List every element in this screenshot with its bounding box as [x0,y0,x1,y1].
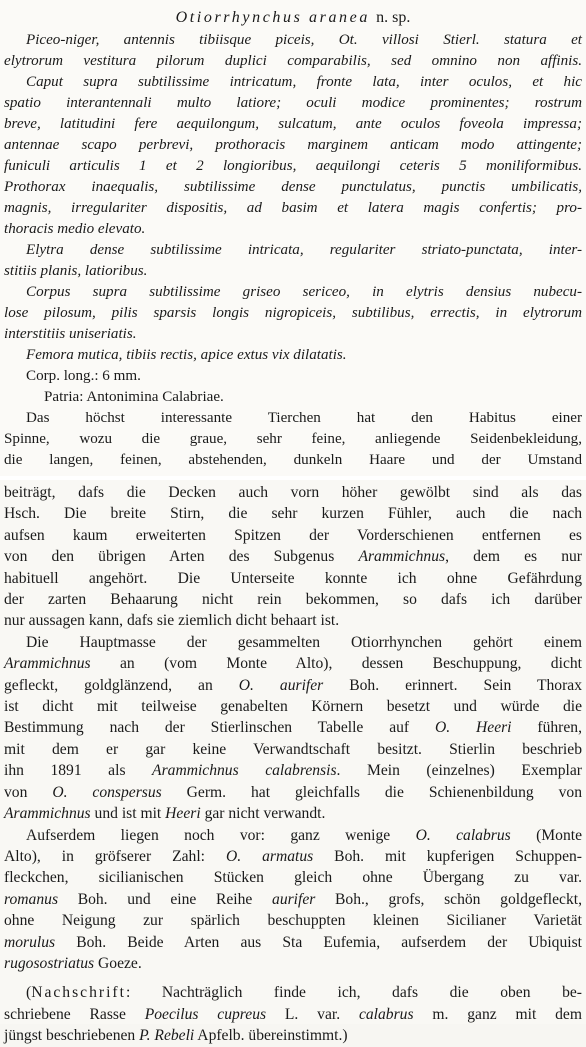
text-line: gefleckt, goldglänzend, an O. aurifer Boh. erinnert. Sein Thorax [4,676,582,694]
text-line: Patria: Antonimina Calabriae. [44,389,224,405]
text-line: ihn 1891 als Arammichnus calabrensis. Mein (einzelnes) Exemplar [4,762,582,780]
text-line: die langen, feinen, abstehenden, dunkeln Haare und der Umstand [4,452,582,468]
text-line: elytrorum vestitura pilorum duplici comparabilis, sed omnino non affinis. [4,53,582,69]
latin-description [4,30,582,471]
text-line: ist dicht mit teilweise genabelten Körnern besetzt und würde die [4,698,582,716]
species-heading [4,6,582,30]
text-line: Corp. long.: 6 mm. [26,368,141,384]
text-line: fleckchen, sicilianischen Stücken gleich ohne Übergang zu var. [4,869,582,887]
text-line: antennae scapo perbrevi, prothoracis marginem anticam modo attingente; [4,137,582,153]
text-line: thoracis medio elevato. [4,221,146,237]
text-line: jüngst beschriebenen P. Rebeli Apfelb. übereinstimmt.) [4,1027,348,1045]
text-line: von den übrigen Arten des Subgenus Arammichnus, dem es nur [4,548,583,566]
text-line: Prothorax inaequalis, subtilissime dense punctulatus, punctis umbilicatis, [4,179,582,195]
text-line: spatio interantennali multo latiore; oculi modice prominentes; rostrum [4,95,582,111]
text-line: lose pilosum, pilis sparsis longis nigropiceis, subtilibus, errectis, in elytrorum [4,305,582,321]
text-line: Hsch. Die breite Stirn, die sehr kurzen Fühler, auch die nach [4,505,582,523]
german-commentary [4,482,582,1047]
text-line: stitiis planis, latioribus. [4,263,148,279]
text-line: Aufserdem liegen noch vor: ganz wenige O. calabrus (Monte [26,826,582,844]
text-line: der zarten Behaarung nicht rein bekommen, so dafs ich darüber [4,591,582,609]
text-line: Alto), in gröfserer Zahl: O. armatus Boh. mit kupferigen Schuppen- [4,847,582,865]
text-line: rugosostriatus Goeze. [4,954,142,972]
text-line: Spinne, wozu die graue, sehr feine, anliegende Seidenbekleidung, [4,431,582,447]
species-name: Otiorrhynchus aranea [175,9,370,26]
text-line: Piceo-niger, antennis tibiisque piceis, Ot. villosi Stierl. statura et [26,32,582,48]
text-line: Bestimmung nach der Stierlinschen Tabelle auf O. Heeri führen, [4,719,582,737]
text-line: von O. conspersus Germ. hat gleichfalls die Schienenbildung von [4,783,582,801]
text-line: Elytra dense subtilissime intricata, regulariter striato-punctata, inter- [26,242,582,258]
text-line: interstitiis uniseriatis. [4,326,137,342]
text-line: nur aussagen kann, dafs sie ziemlich dicht behaart ist. [4,612,340,630]
text-line: Femora mutica, tibiis rectis, apice extus vix dilatatis. [26,347,347,363]
text-line: romanus Boh. und eine Reihe aurifer Boh., grofs, schön goldgefleckt, [4,890,582,908]
text-line: Caput supra subtilissime intricatum, fronte lata, inter oculos, et hic [26,74,582,90]
text-line: schriebene Rasse Poecilus cupreus L. var. calabrus m. ganz mit dem [4,1005,582,1023]
upper-page-fragment [0,0,586,476]
text-line: (Nachschrift: Nachträglich finde ich, dafs die oben be- [26,984,582,1002]
text-line: Arammichnus und ist mit Heeri gar nicht verwandt. [4,805,326,823]
text-line: mit dem er gar keine Verwandtschaft besitzt. Stierlin beschrieb [4,740,582,758]
text-line: morulus Boh. Beide Arten aus Sta Eufemia, aufserdem der Ubiquist [4,933,582,951]
text-line: Die Hauptmasse der gesammelten Otiorrhynchen gehört einem [26,633,582,651]
text-line: breve, latitudini fere aequilongum, sulcatum, ante oculos foveola impressa; [4,116,582,132]
text-line: ohne Neigung zur spärlich beschuppten kleinen Sicilianer Varietät [4,912,582,930]
text-line: Corpus supra subtilissime griseo sericeo, in elytris densius nubecu- [26,284,582,300]
text-line: beiträgt, dafs die Decken auch vorn höher gewölbt sind als das [4,484,582,501]
new-species-mark: n. sp. [376,9,411,26]
text-line: aufsen kaum erweiterten Spitzen der Vorderschienen entfernen es [4,526,582,544]
text-line: habituell angehört. Die Unterseite konnte ich ohne Gefährdung [4,569,582,587]
text-line: Arammichnus an (vom Monte Alto), dessen Beschuppung, dicht [4,655,582,673]
text-line: Das höchst interessante Tierchen hat den Habitus einer [26,410,582,426]
text-line: magnis, irregulariter dispositis, ad basim et latera magis confertis; pro- [4,200,582,216]
lower-page-fragment [0,480,586,1045]
text-line: funiculi articulis 1 et 2 longioribus, aequilongi ceteris 5 moniliformibus. [4,158,582,174]
